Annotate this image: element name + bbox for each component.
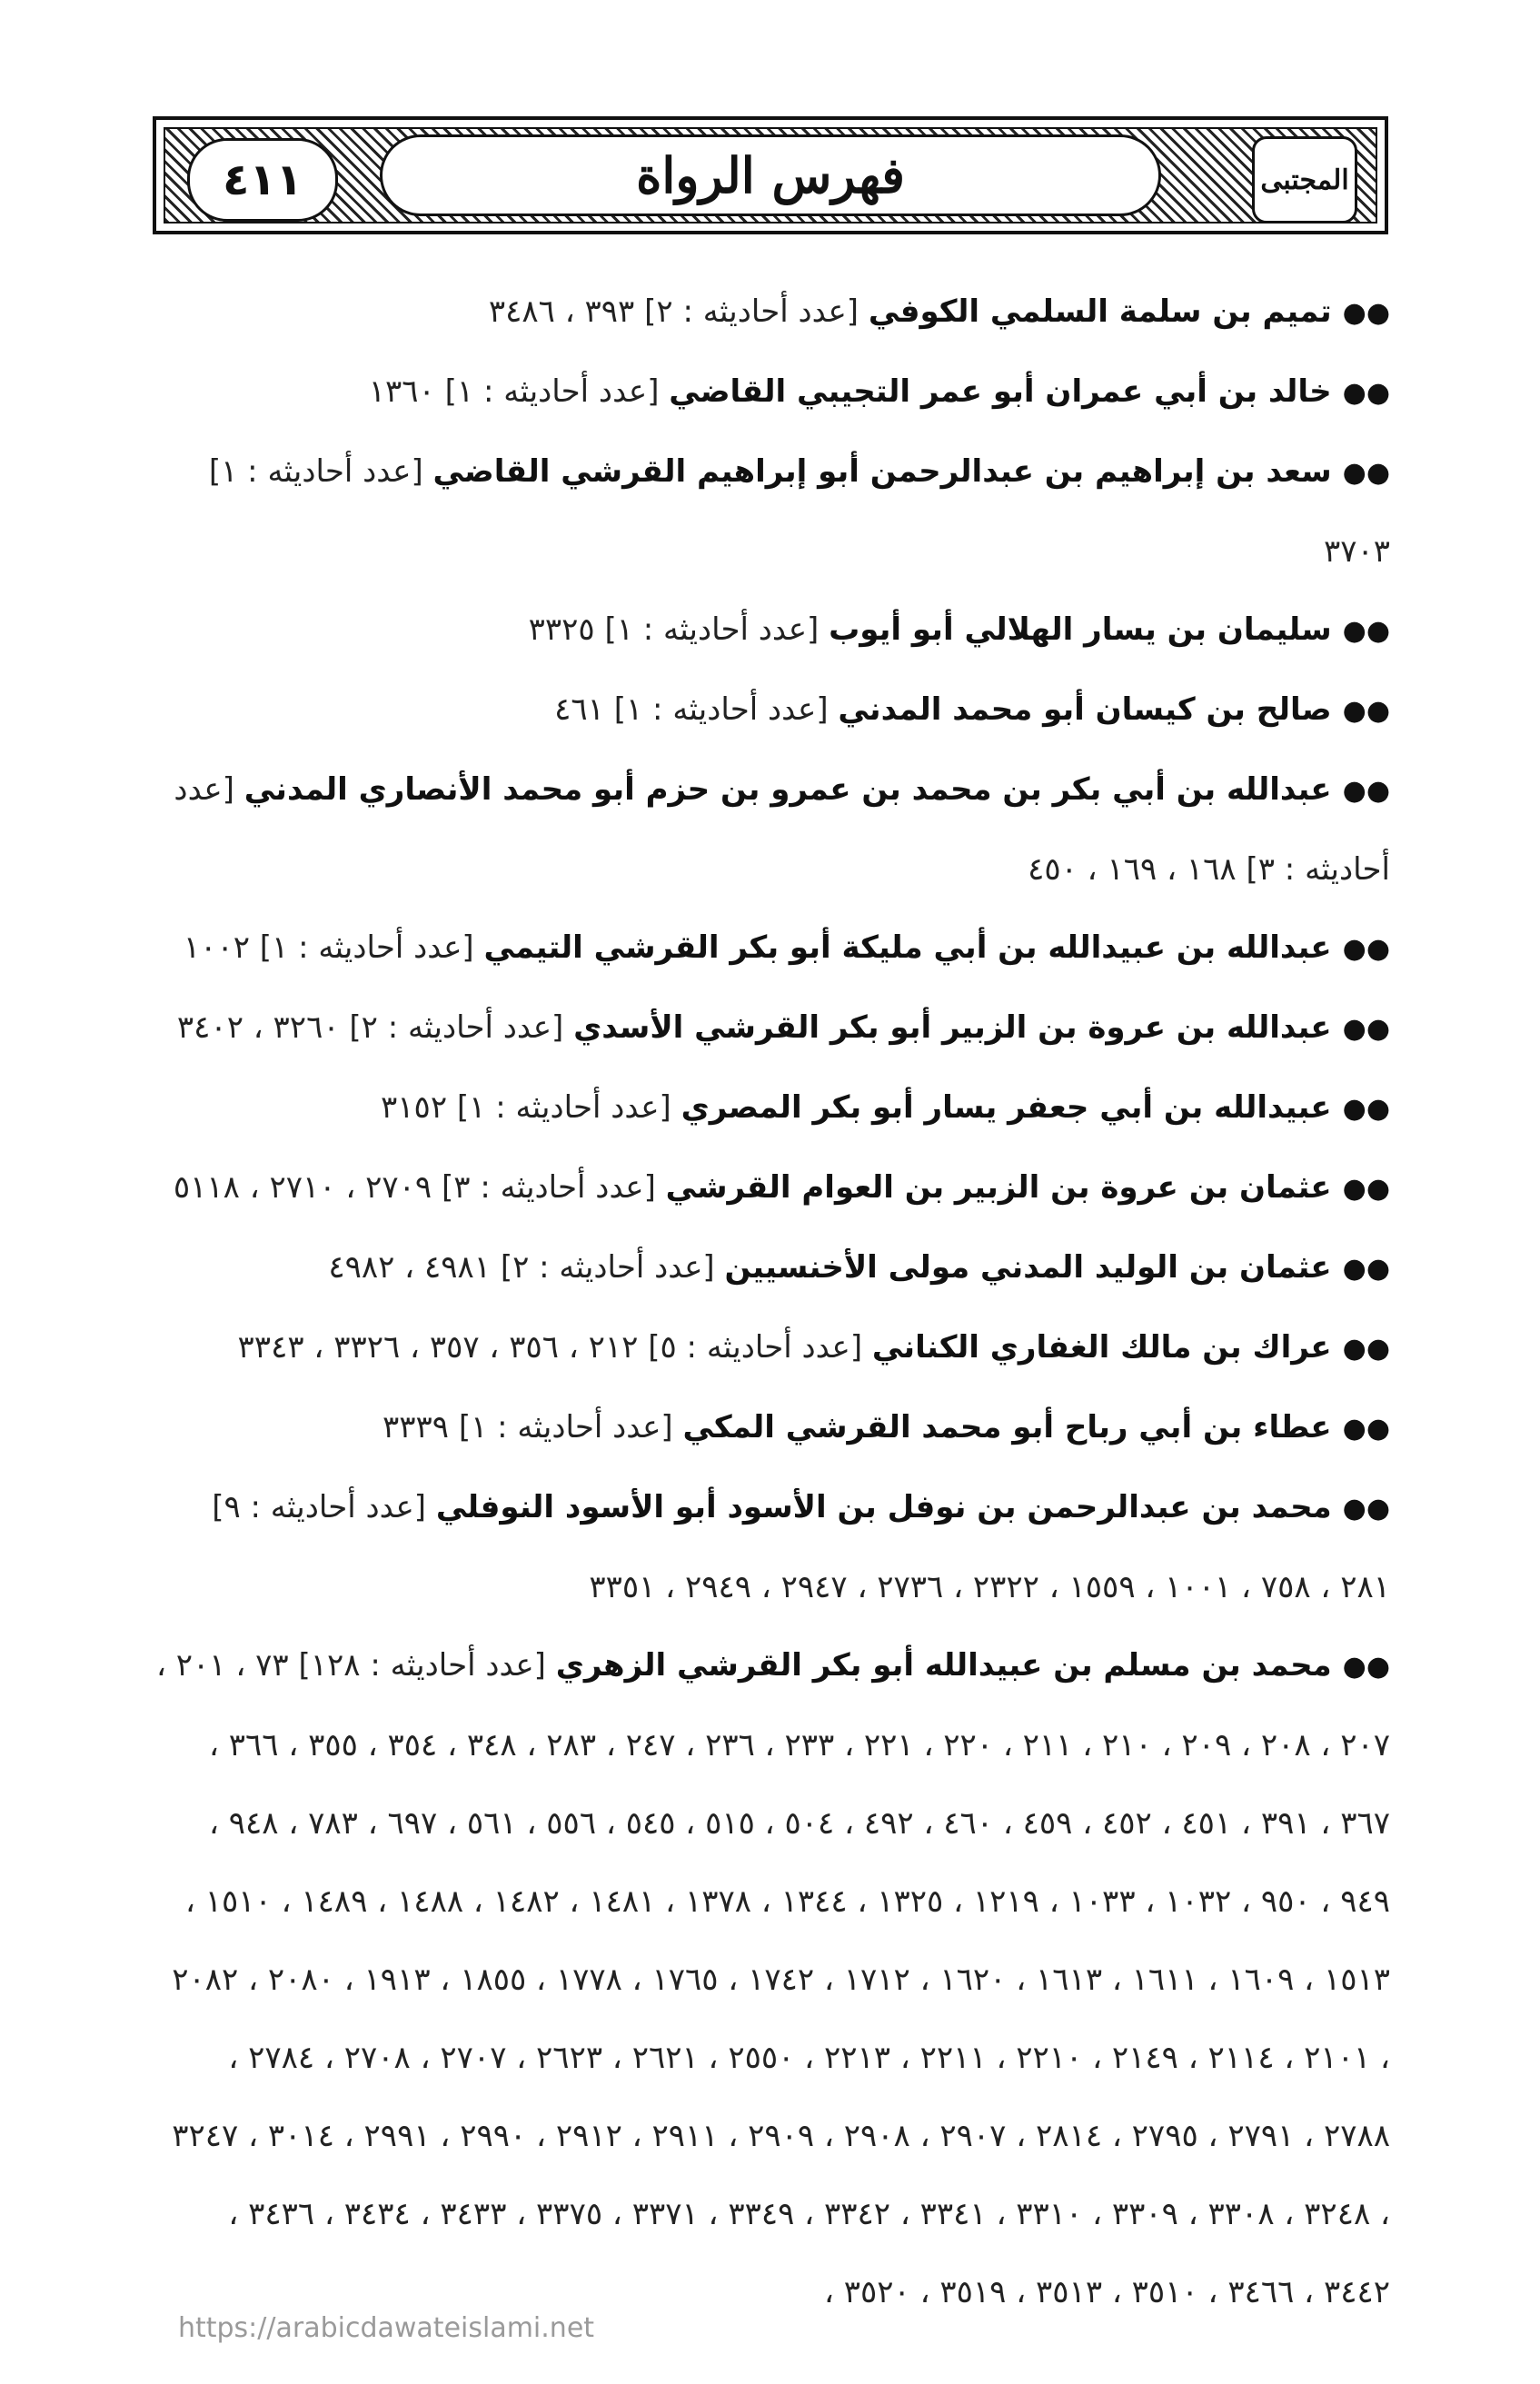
hadith-references: ٣١٥٢ bbox=[381, 1089, 448, 1126]
list-item bbox=[154, 1148, 1390, 1228]
hadith-references: ٤٦١ bbox=[554, 691, 604, 728]
list-item bbox=[154, 1468, 1390, 1626]
header-ornament-frame bbox=[164, 127, 1377, 224]
page-number: ٤١١ bbox=[223, 154, 303, 205]
narrator-name: سعد بن إبراهيم بن عبدالرحمن أبو إبراهيم القرشي القاضي bbox=[432, 453, 1332, 490]
bullet-icon: ●● bbox=[1342, 1651, 1390, 1683]
bullet-icon: ●● bbox=[1342, 1413, 1390, 1445]
list-item bbox=[154, 750, 1390, 909]
bullet-icon: ●● bbox=[1342, 1093, 1390, 1125]
hadith-references: ٣٩٣ ، ٣٤٨٦ bbox=[488, 293, 635, 330]
narrator-name: محمد بن عبدالرحمن بن نوفل بن الأسود أبو الأسود النوفلي bbox=[435, 1489, 1332, 1525]
narrator-name: صالح بن كيسان أبو محمد المدني bbox=[838, 691, 1332, 728]
bullet-icon: ●● bbox=[1342, 1173, 1390, 1205]
bullet-icon: ●● bbox=[1342, 1013, 1390, 1045]
hadith-references: ٣٣٣٩ bbox=[382, 1409, 449, 1445]
hadith-count: [عدد أحاديثه : ٢] bbox=[644, 293, 859, 330]
list-item bbox=[154, 1308, 1390, 1388]
list-item bbox=[154, 1626, 1390, 2331]
list-item bbox=[154, 1388, 1390, 1468]
narrator-name: عطاء بن أبي رباح أبو محمد القرشي المكي bbox=[682, 1409, 1332, 1445]
hadith-references: ٣٢٦٠ ، ٣٤٠٢ bbox=[176, 1009, 340, 1046]
hadith-count: [عدد أحاديثه : ٢] bbox=[349, 1009, 564, 1046]
hadith-references: ١٠٠٢ bbox=[183, 929, 250, 966]
bullet-icon: ●● bbox=[1342, 775, 1390, 807]
hadith-references: ١٦٨ ، ١٦٩ ، ٤٥٠ bbox=[1028, 851, 1237, 888]
bullet-icon: ●● bbox=[1342, 1493, 1390, 1525]
bullet-icon: ●● bbox=[1342, 297, 1390, 329]
list-item bbox=[154, 432, 1390, 591]
watermark-url: https://arabicdawateislami.net bbox=[177, 2312, 595, 2344]
book-logo-text: المجتبى bbox=[1260, 164, 1349, 196]
hadith-references: ٢٨١ ، ٧٥٨ ، ١٠٠١ ، ١٥٥٩ ، ٢٣٢٢ ، ٢٧٣٦ ، ٢٩٤٧ ، ٢٩٤٩ ، ٣٣٥١ bbox=[589, 1569, 1390, 1605]
narrator-name: عراك بن مالك الغفاري الكناني bbox=[871, 1329, 1332, 1366]
hadith-references: ١٣٦٠ bbox=[368, 373, 435, 410]
list-item bbox=[154, 591, 1390, 670]
narrator-name: محمد بن مسلم بن عبيدالله أبو بكر القرشي الزهري bbox=[555, 1647, 1332, 1684]
hadith-references: ٧٣ ، ٢٠١ ، ٢٠٧ ، ٢٠٨ ، ٢٠٩ ، ٢١٠ ، ٢١١ ، ٢٢٠ ، ٢٢١ ، ٢٣٣ ، ٢٣٦ ، ٢٤٧ ، ٢٨٣ ، ٣٤٨ ، ٣٥٤ ، ٣٥٥ ، ٣٦٦ ، ٣٦٧ ، ٣٩١ ، ٤٥١ ، ٤٥٢ ، ٤٥٩ ، ٤٦٠ ، ٤٩٢ ، ٥٠٤ ، ٥١٥ ، ٥٤٥ ، ٥٥٦ ، ٥٦١ ، ٦٩٧ ، ٧٨٣ ، ٩٤٨ ، ٩٤٩ ، ٩٥٠ ، ١٠٣٢ ، ١٠٣٣ ، ١٢١٩ ، ١٣٢٥ ، ١٣٤٤ ، ١٣٧٨ ، ١٤٨١ ، ١٤٨٢ ، ١٤٨٨ ، ١٤٨٩ ، ١٥١٠ ، ١٥١٣ ، ١٦٠٩ ، ١٦١١ ، ١٦١٣ ، ١٦٢٠ ، ١٧١٢ ، ١٧٤٢ ، ١٧٦٥ ، ١٧٧٨ ، ١٨٥٥ ، ١٩١٣ ، ٢٠٨٠ ، ٢٠٨٢ ، ٢١٠١ ، ٢١١٤ ، ٢١٤٩ ، ٢٢١٠ ، ٢٢١١ ، ٢٢١٣ ، ٢٥٥٠ ، ٢٦٢١ ، ٢٦٢٣ ، ٢٧٠٧ ، ٢٧٠٨ ، ٢٧٨٤ ، ٢٧٨٨ ، ٢٧٩١ ، ٢٧٩٥ ، ٢٨١٤ ، ٢٩٠٧ ، ٢٩٠٨ ، ٢٩٠٩ ، ٢٩١١ ، ٢٩١٢ ، ٢٩٩٠ ، ٢٩٩١ ، ٣٠١٤ ، ٣٢٤٧ ، ٣٢٤٨ ، ٣٣٠٨ ، ٣٣٠٩ ، ٣٣١٠ ، ٣٣٤١ ، ٣٣٤٢ ، ٣٣٤٩ ، ٣٣٧١ ، ٣٣٧٥ ، ٣٤٣٣ ، ٣٤٣٤ ، ٣٤٣٦ ، ٣٤٤٢ ، ٣٤٦٦ ، ٣٥١٠ ، ٣٥١٣ ، ٣٥١٩ ، ٣٥٢٠ ، bbox=[156, 1647, 1390, 2310]
hadith-references: ٤٩٨١ ، ٤٩٨٢ bbox=[328, 1249, 492, 1286]
narrator-name: تميم بن سلمة السلمي الكوفي bbox=[868, 293, 1332, 330]
bullet-icon: ●● bbox=[1342, 1333, 1390, 1365]
list-item bbox=[154, 670, 1390, 750]
narrator-name: عبدالله بن عبيدالله بن أبي مليكة أبو بكر القرشي التيمي bbox=[483, 929, 1332, 966]
narrator-name: عبيدالله بن أبي جعفر يسار أبو بكر المصري bbox=[681, 1089, 1332, 1126]
hadith-count: [عدد أحاديثه : ٥] bbox=[648, 1329, 863, 1366]
list-item bbox=[154, 909, 1390, 988]
hadith-references: ٣٧٠٣ bbox=[1323, 533, 1390, 570]
hadith-count: [عدد أحاديثه : ١] bbox=[604, 611, 820, 648]
page-title: فهرس الرواة bbox=[636, 146, 905, 204]
hadith-references: ٣٣٢٥ bbox=[528, 611, 595, 648]
hadith-count: [عدد أحاديثه : ١٢٨] bbox=[298, 1647, 546, 1684]
list-item bbox=[154, 988, 1390, 1068]
hadith-count: [عدد أحاديثه : ١] bbox=[613, 691, 829, 728]
narrators-index-list bbox=[154, 273, 1390, 2331]
bullet-icon: ●● bbox=[1342, 1253, 1390, 1285]
hadith-count: [عدد أحاديثه : ١] bbox=[208, 453, 423, 490]
hadith-references: ٢١٢ ، ٣٥٦ ، ٣٥٧ ، ٣٣٢٦ ، ٣٣٤٣ bbox=[237, 1329, 639, 1366]
bullet-icon: ●● bbox=[1342, 615, 1390, 647]
hadith-count: [عدد أحاديثه : ٩] bbox=[212, 1489, 427, 1525]
narrator-name: عثمان بن عروة بن الزبير بن العوام القرشي bbox=[665, 1169, 1332, 1206]
header-cartouche bbox=[380, 134, 1161, 216]
hadith-count: [عدد أحاديثه : ٢] bbox=[500, 1249, 715, 1286]
hadith-count: [عدد أحاديثه : ١] bbox=[458, 1409, 673, 1445]
narrator-name: خالد بن أبي عمران أبو عمر التجيبي القاضي bbox=[669, 373, 1332, 410]
narrator-name: سليمان بن يسار الهلالي أبو أيوب bbox=[829, 611, 1332, 648]
hadith-count: [عدد أحاديثه : ١] bbox=[456, 1089, 671, 1126]
list-item bbox=[154, 353, 1390, 432]
list-item bbox=[154, 1228, 1390, 1308]
hadith-count: [عدد أحاديثه : ١] bbox=[259, 929, 474, 966]
book-logo bbox=[1252, 136, 1357, 224]
bullet-icon: ●● bbox=[1342, 377, 1390, 409]
narrator-name: عبدالله بن أبي بكر بن محمد بن عمرو بن حزم أبو محمد الأنصاري المدني bbox=[243, 771, 1332, 808]
bullet-icon: ●● bbox=[1342, 695, 1390, 727]
list-item bbox=[154, 273, 1390, 353]
page-header bbox=[153, 116, 1388, 234]
narrator-name: عبدالله بن عروة بن الزبير أبو بكر القرشي الأسدي bbox=[573, 1009, 1332, 1046]
list-item bbox=[154, 1068, 1390, 1148]
bullet-icon: ●● bbox=[1342, 457, 1390, 489]
hadith-count: [عدد أحاديثه : ١] bbox=[444, 373, 660, 410]
hadith-count: [عدد أحاديثه : ٣] bbox=[174, 771, 1390, 888]
hadith-count: [عدد أحاديثه : ٣] bbox=[441, 1169, 656, 1206]
narrator-name: عثمان بن الوليد المدني مولى الأخنسيين bbox=[724, 1249, 1332, 1286]
hadith-references: ٢٧٠٩ ، ٢٧١٠ ، ٥١١٨ bbox=[173, 1169, 432, 1206]
page-number-cartouche bbox=[187, 138, 338, 222]
bullet-icon: ●● bbox=[1342, 933, 1390, 965]
